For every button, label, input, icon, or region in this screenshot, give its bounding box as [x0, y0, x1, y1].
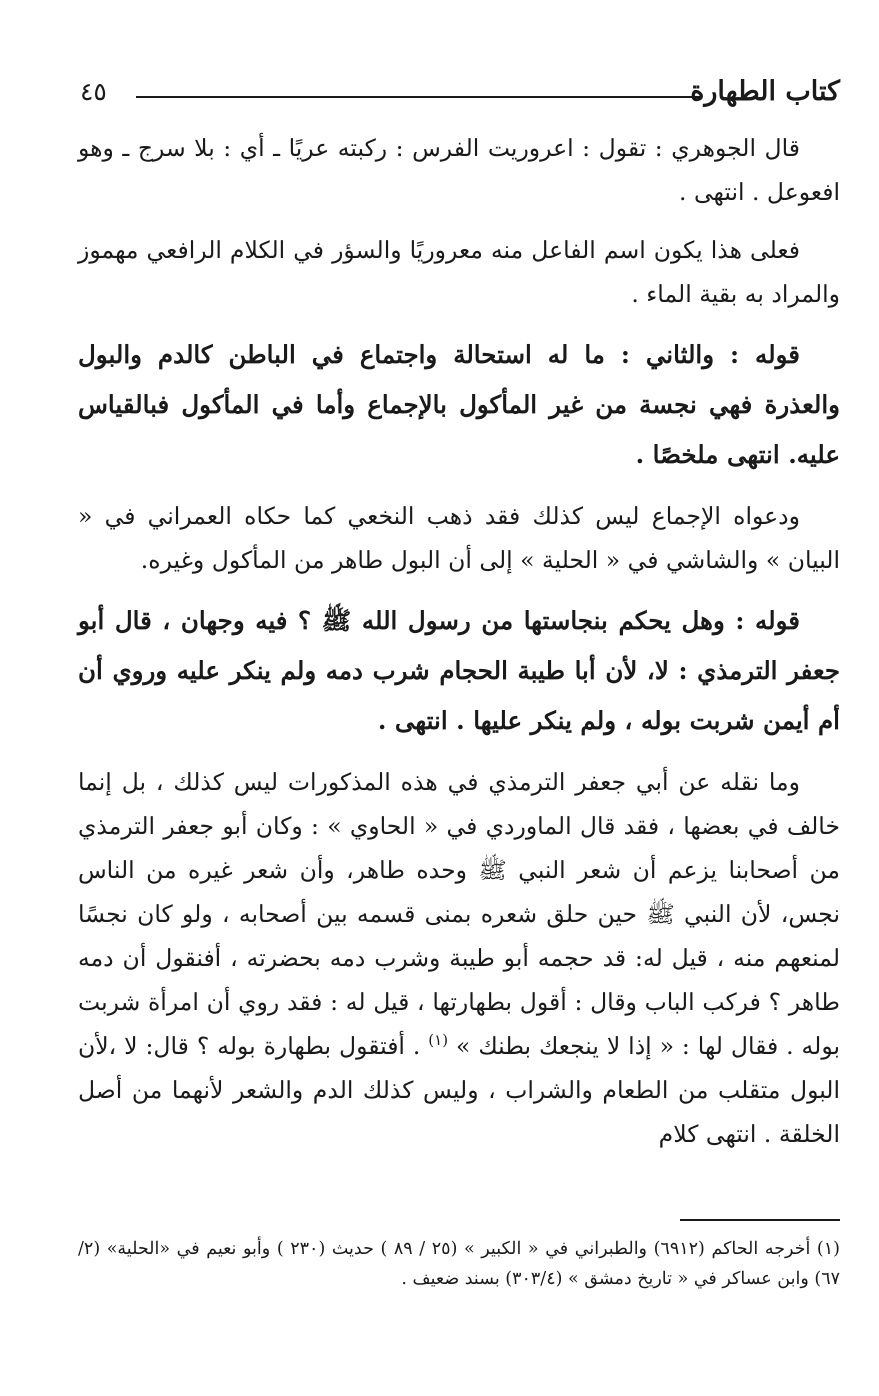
footnote: (١) أخرجه الحاكم (٦٩١٢) والطبراني في « الكبير » (٢٥ / ٨٩ ) حديث (٢٣٠ ) وأبو نعيم في «الحلية» (٢/ ٦٧) وابن عساكر في « تاريخ دمشق » (٣٠٣/٤) بسند ضعيف .	[78, 1239, 840, 1289]
footnote-ref[interactable]: (١)	[428, 1031, 449, 1050]
paragraph-ijma: ودعواه الإجماع ليس كذلك فقد ذهب النخعي كما حكاه العمراني في « البيان » والشاشي في « الحلية » إلى أن البول طاهر من المأكول وغيره.	[78, 502, 840, 574]
page-number: ٤٥	[80, 77, 107, 106]
chapter-title: كتاب الطهارة	[690, 76, 840, 107]
quote-najasa: قوله : وهل يحكم بنجاستها من رسول الله ﷺ ؟ فيه وجهان ، قال أبو جعفر الترمذي : لا، لأن أبا طيبة الحجام شرب دمه ولم ينكر عليه وروي أن أم أيمن شربت بوله ، ولم ينكر عليها . انتهى .	[78, 606, 840, 735]
quote-thani: قوله : والثاني : ما له استحالة واجتماع في الباطن كالدم والبول والعذرة فهي نجسة من غير المأكول بالإجماع وأما في المأكول فبالقياس عليه. انتهى ملخصًا .	[78, 340, 840, 469]
paragraph-ism-fail: فعلى هذا يكون اسم الفاعل منه معروريًا والسؤر في الكلام الرافعي مهموز والمراد به بقية الماء .	[78, 236, 840, 308]
running-header	[78, 74, 840, 114]
paragraph-jawhari: قال الجوهري : تقول : اعروريت الفرس : ركبته عريًا ـ أي : بلا سرج ـ وهو افعوعل . انتهى .	[78, 134, 840, 206]
paragraph-tirmidhi	[78, 760, 840, 1156]
page-body	[78, 126, 840, 1156]
book-page	[78, 0, 840, 1396]
header-rule	[136, 96, 700, 98]
footnote-rule	[680, 1219, 840, 1221]
paragraph-tirmidhi-tail: . أفتقول بطهارة بوله ؟ قال: لا ،لأن البول متقلب من الطعام والشراب ، وليس كذلك الدم والشعر لأنهما من أصل الخلقة . انتهى كلام	[78, 1032, 840, 1148]
paragraph-tirmidhi-text: وما نقله عن أبي جعفر الترمذي في هذه المذكورات ليس كذلك ، بل إنما خالف في بعضها ، فقد قال الماوردي في « الحاوي » : وكان أبو جعفر الترمذي من أصحابنا يزعم أن شعر النبي ﷺ وحده طاهر، وأن شعر غيره من الناس نجس، لأن النبي ﷺ حين حلق شعره بمنى قسمه بين أصحابه ، ولو كان نجسًا لمنعهم منه ، قيل له: قد حجمه أبو طيبة وشرب دمه بحضرته ، أفنقول أن دمه طاهر ؟ فركب الباب وقال : أقول بطهارتها ، قيل له : فقد روي أن امرأة شربت بوله . فقال لها : « إذا لا ينجعك بطنك »	[78, 768, 840, 1060]
